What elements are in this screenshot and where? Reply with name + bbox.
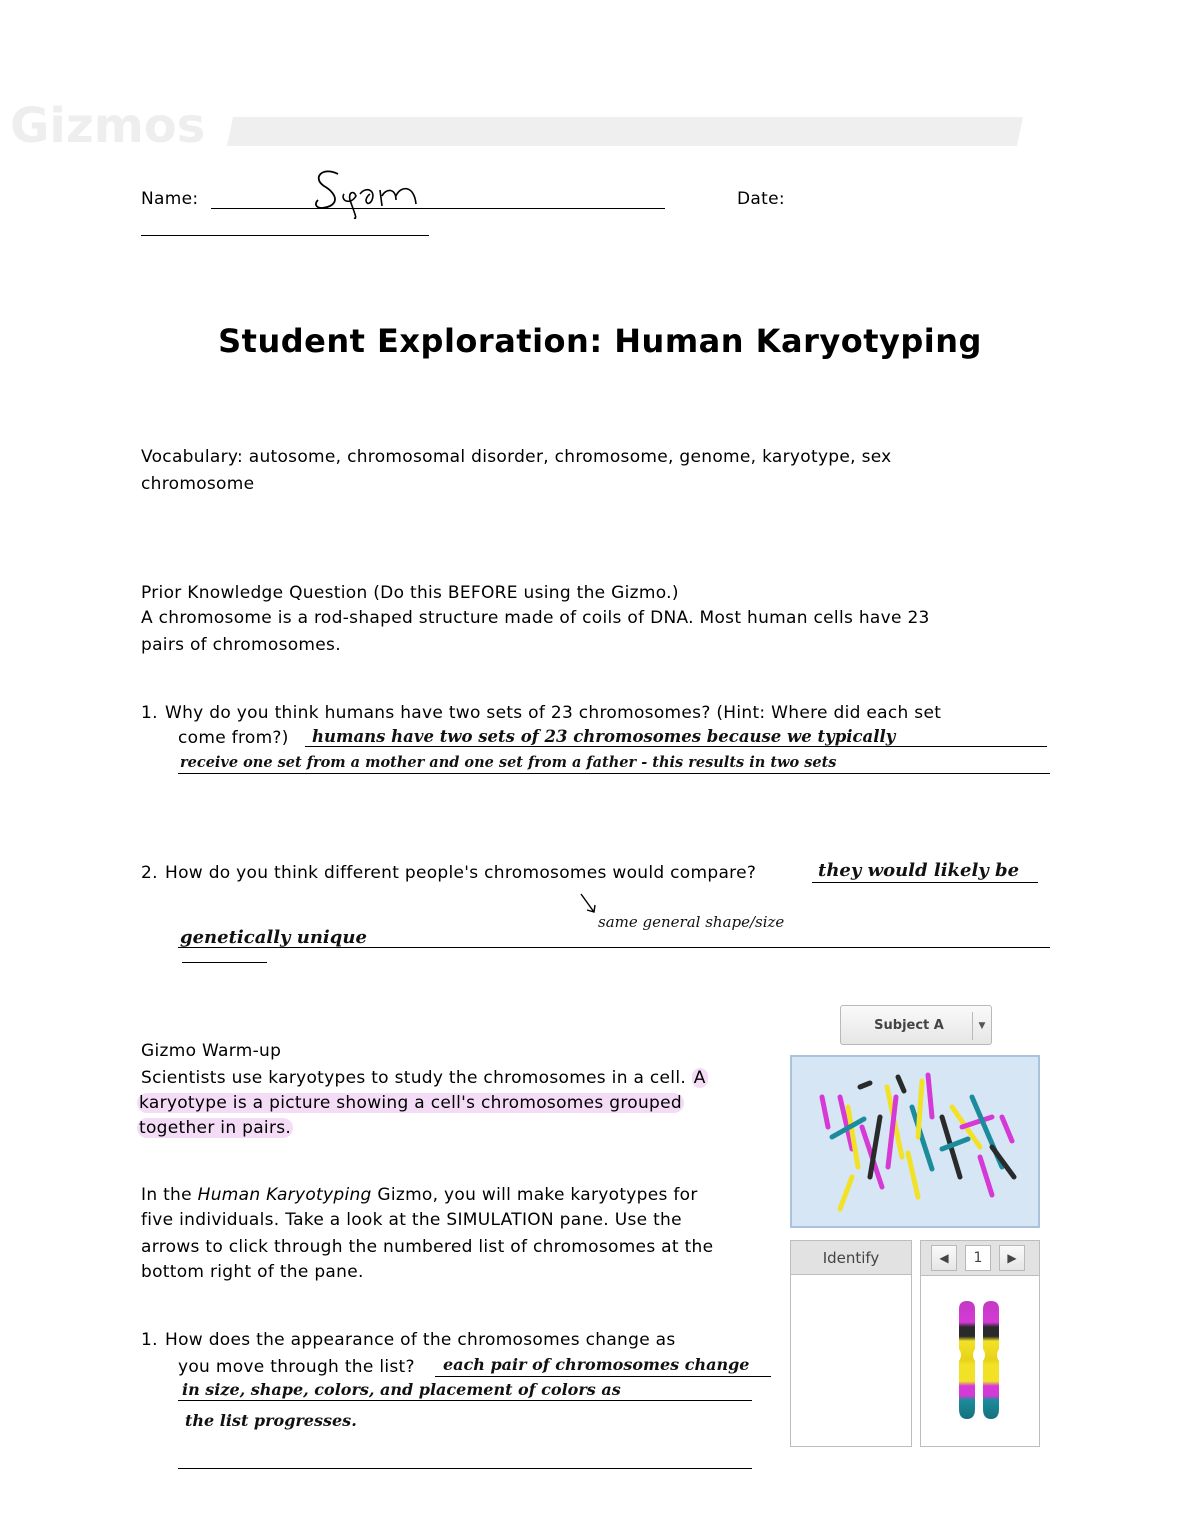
question-1-number: 1.	[141, 703, 158, 723]
question-2-number: 2.	[141, 863, 158, 883]
warmup-question-1-text: How does the appearance of the chromosomes change as	[165, 1330, 676, 1350]
highlight-definition-start: A	[693, 1068, 706, 1088]
identify-button[interactable]: Identify	[791, 1241, 911, 1275]
warmup-answer-line2[interactable]: in size, shape, colors, and placement of colors as	[182, 1380, 621, 1399]
answer-2-line2[interactable]: genetically unique	[180, 927, 367, 948]
para2-post: Gizmo, you will make karyotypes for	[371, 1185, 698, 1205]
highlight-definition-end: together in pairs.	[139, 1118, 292, 1138]
para2-pre: In the	[141, 1185, 198, 1205]
answer-1-underline-2	[178, 773, 1050, 774]
vocabulary-line1: Vocabulary: autosome, chromosomal disorder, chromosome, genome, karyotype, sex	[141, 447, 892, 467]
warmup-answer-underline-1	[435, 1376, 771, 1377]
name-underline	[211, 208, 665, 209]
next-arrow-icon[interactable]: ▶	[999, 1245, 1025, 1271]
warmup-para1-line2	[137, 1093, 684, 1113]
warmup-question-1-number: 1.	[141, 1330, 158, 1350]
warmup-para2-line2: five individuals. Take a look at the SIMULATION pane. Use the	[141, 1210, 682, 1230]
prior-knowledge-heading: Prior Knowledge Question (Do this BEFORE using the Gizmo.)	[141, 583, 679, 603]
previous-arrow-icon[interactable]: ◀	[931, 1245, 957, 1271]
warmup-para1-text: Scientists use karyotypes to study the chromosomes in a cell.	[141, 1068, 687, 1088]
chromosome-cluster	[792, 1057, 1038, 1226]
chromosome-number-field[interactable]: 1	[965, 1245, 991, 1271]
subject-select[interactable]	[840, 1005, 992, 1045]
gizmos-watermark: Gizmos	[10, 98, 206, 154]
warmup-question-1-text-2: you move through the list?	[178, 1357, 415, 1377]
answer-2-annotation[interactable]: same general shape/size	[598, 913, 785, 931]
question-1-text: Why do you think humans have two sets of 23 chromosomes? (Hint: Where did each set	[165, 703, 942, 723]
vocabulary-line2: chromosome	[141, 474, 255, 494]
answer-1-underline-1	[305, 746, 1047, 747]
warmup-heading: Gizmo Warm-up	[141, 1041, 282, 1061]
date-label: Date:	[737, 189, 785, 209]
warmup-answer-line3[interactable]: the list progresses.	[185, 1411, 357, 1430]
name-signature[interactable]	[310, 160, 430, 224]
page-title: Student Exploration: Human Karyotyping	[218, 322, 982, 360]
warmup-answer-underline-3	[178, 1468, 752, 1469]
question-1-text-2: come from?)	[178, 728, 289, 748]
identify-panel	[790, 1240, 912, 1447]
name-label: Name:	[141, 189, 199, 209]
chromosome-view-panel[interactable]	[790, 1055, 1040, 1228]
answer-1-line2[interactable]: receive one set from a mother and one set from a father - this results in two sets	[180, 754, 837, 771]
warmup-answer-line1[interactable]: each pair of chromosomes change	[443, 1355, 750, 1374]
chromosome-list-panel	[920, 1240, 1040, 1447]
answer-2-line1[interactable]: they would likely be	[818, 860, 1020, 881]
warmup-para2-line1	[141, 1185, 698, 1205]
annotation-arrow	[578, 892, 600, 920]
answer-2-underline-1	[812, 882, 1038, 883]
watermark-banner	[227, 117, 1023, 146]
chevron-down-icon[interactable]: ▼	[972, 1012, 991, 1040]
gizmo-name-italic: Human Karyotyping	[197, 1185, 372, 1205]
prior-knowledge-text-1: A chromosome is a rod-shaped structure made of coils of DNA. Most human cells have 23	[141, 608, 930, 628]
warmup-para2-line3: arrows to click through the numbered list of chromosomes at the	[141, 1237, 714, 1257]
prior-knowledge-text-2: pairs of chromosomes.	[141, 635, 341, 655]
warmup-para1-line1	[141, 1068, 708, 1088]
chromosome-pair-image[interactable]	[955, 1299, 1005, 1421]
answer-2-extra-underline	[182, 962, 267, 963]
warmup-answer-underline-2	[178, 1400, 752, 1401]
answer-1-line1[interactable]: humans have two sets of 23 chromosomes because we typically	[312, 727, 896, 746]
date-underline	[141, 235, 429, 236]
highlight-definition: karyotype is a picture showing a cell's chromosomes grouped	[139, 1093, 682, 1113]
subject-select-label: Subject A	[874, 1017, 944, 1033]
question-2-text: How do you think different people's chromosomes would compare?	[165, 863, 757, 883]
warmup-para2-line4: bottom right of the pane.	[141, 1262, 364, 1282]
warmup-para1-line3	[137, 1118, 293, 1138]
